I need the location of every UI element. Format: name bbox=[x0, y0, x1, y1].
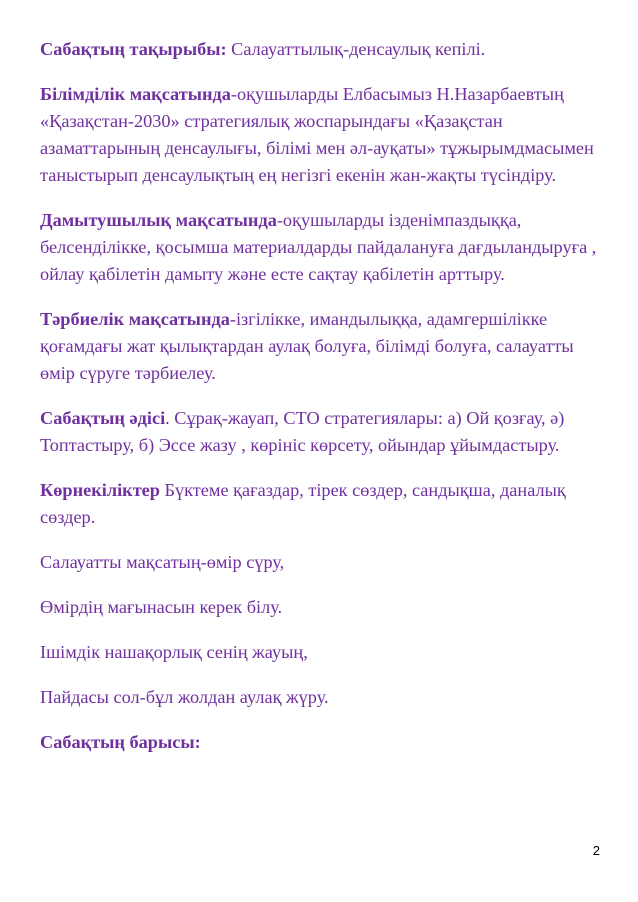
paragraph-text: Салауатты мақсатың-өмір сүру, bbox=[40, 552, 285, 572]
poem-line-2 bbox=[40, 594, 606, 621]
paragraph-text: . Сұрақ-жауап, СТО стратегиялары: а) Ой қозғау, ә) Топтастыру, б) Эссе жазу , көрініс көрсету, ойындар ұйымдастыру. bbox=[40, 408, 565, 455]
paragraph-text: Бүктеме қағаздар, тірек сөздер, сандықша, даналық сөздер. bbox=[40, 480, 566, 527]
paragraph-label: Сабақтың барысы: bbox=[40, 732, 201, 752]
lesson-topic-paragraph bbox=[40, 36, 606, 63]
paragraph-label: Сабақтың әдісі bbox=[40, 408, 166, 428]
upbringing-goal-paragraph bbox=[40, 306, 606, 387]
paragraph-label: Тәрбиелік мақсатында bbox=[40, 309, 230, 329]
lesson-method-paragraph bbox=[40, 405, 606, 459]
paragraph-label: Дамытушылық мақсатында bbox=[40, 210, 277, 230]
paragraph-text: Ішімдік нашақорлық сенің жауың, bbox=[40, 642, 308, 662]
visual-aids-paragraph bbox=[40, 477, 606, 531]
page-number: 2 bbox=[592, 843, 600, 858]
paragraph-label: Көрнекіліктер bbox=[40, 480, 160, 500]
paragraph-text: -ізгілікке, имандылыққа, адамгершілікке қоғамдағы жат қылықтардан аулақ болуға, білімді болуға, салауатты өмір сүруге тәрбиелеу. bbox=[40, 309, 574, 383]
paragraph-text: Пайдасы сол-бұл жолдан аулақ жүру. bbox=[40, 687, 329, 707]
poem-line-1 bbox=[40, 549, 606, 576]
paragraph-text: Өмірдің мағынасын керек білу. bbox=[40, 597, 283, 617]
document-body bbox=[40, 36, 606, 774]
paragraph-label: Білімділік мақсатында bbox=[40, 84, 231, 104]
poem-line-3 bbox=[40, 639, 606, 666]
paragraph-label: Сабақтың тақырыбы: bbox=[40, 39, 227, 59]
paragraph-text: -оқушыларды ізденімпаздыққа, белсенділікке, қосымша материалдарды пайдалануға дағдыландыруға , ойлау қабілетін дамыту және есте сақтау қабілетін арттыру. bbox=[40, 210, 597, 284]
lesson-progress-heading bbox=[40, 729, 606, 756]
developmental-goal-paragraph bbox=[40, 207, 606, 288]
paragraph-text: Салауаттылық-денсаулық кепілі. bbox=[226, 39, 486, 59]
poem-line-4 bbox=[40, 684, 606, 711]
paragraph-text: -оқушыларды Елбасымыз Н.Назарбаевтың «Қазақстан-2030» стратегиялық жоспарындағы «Қазақстан азаматтарының денсаулығы, білімі мен әл-ауқаты» тұжырымдмасымен таныстырып денсаулықтың ең негізгі екенін жан-жақты түсіндіру. bbox=[40, 84, 594, 185]
educational-goal-paragraph bbox=[40, 81, 606, 189]
